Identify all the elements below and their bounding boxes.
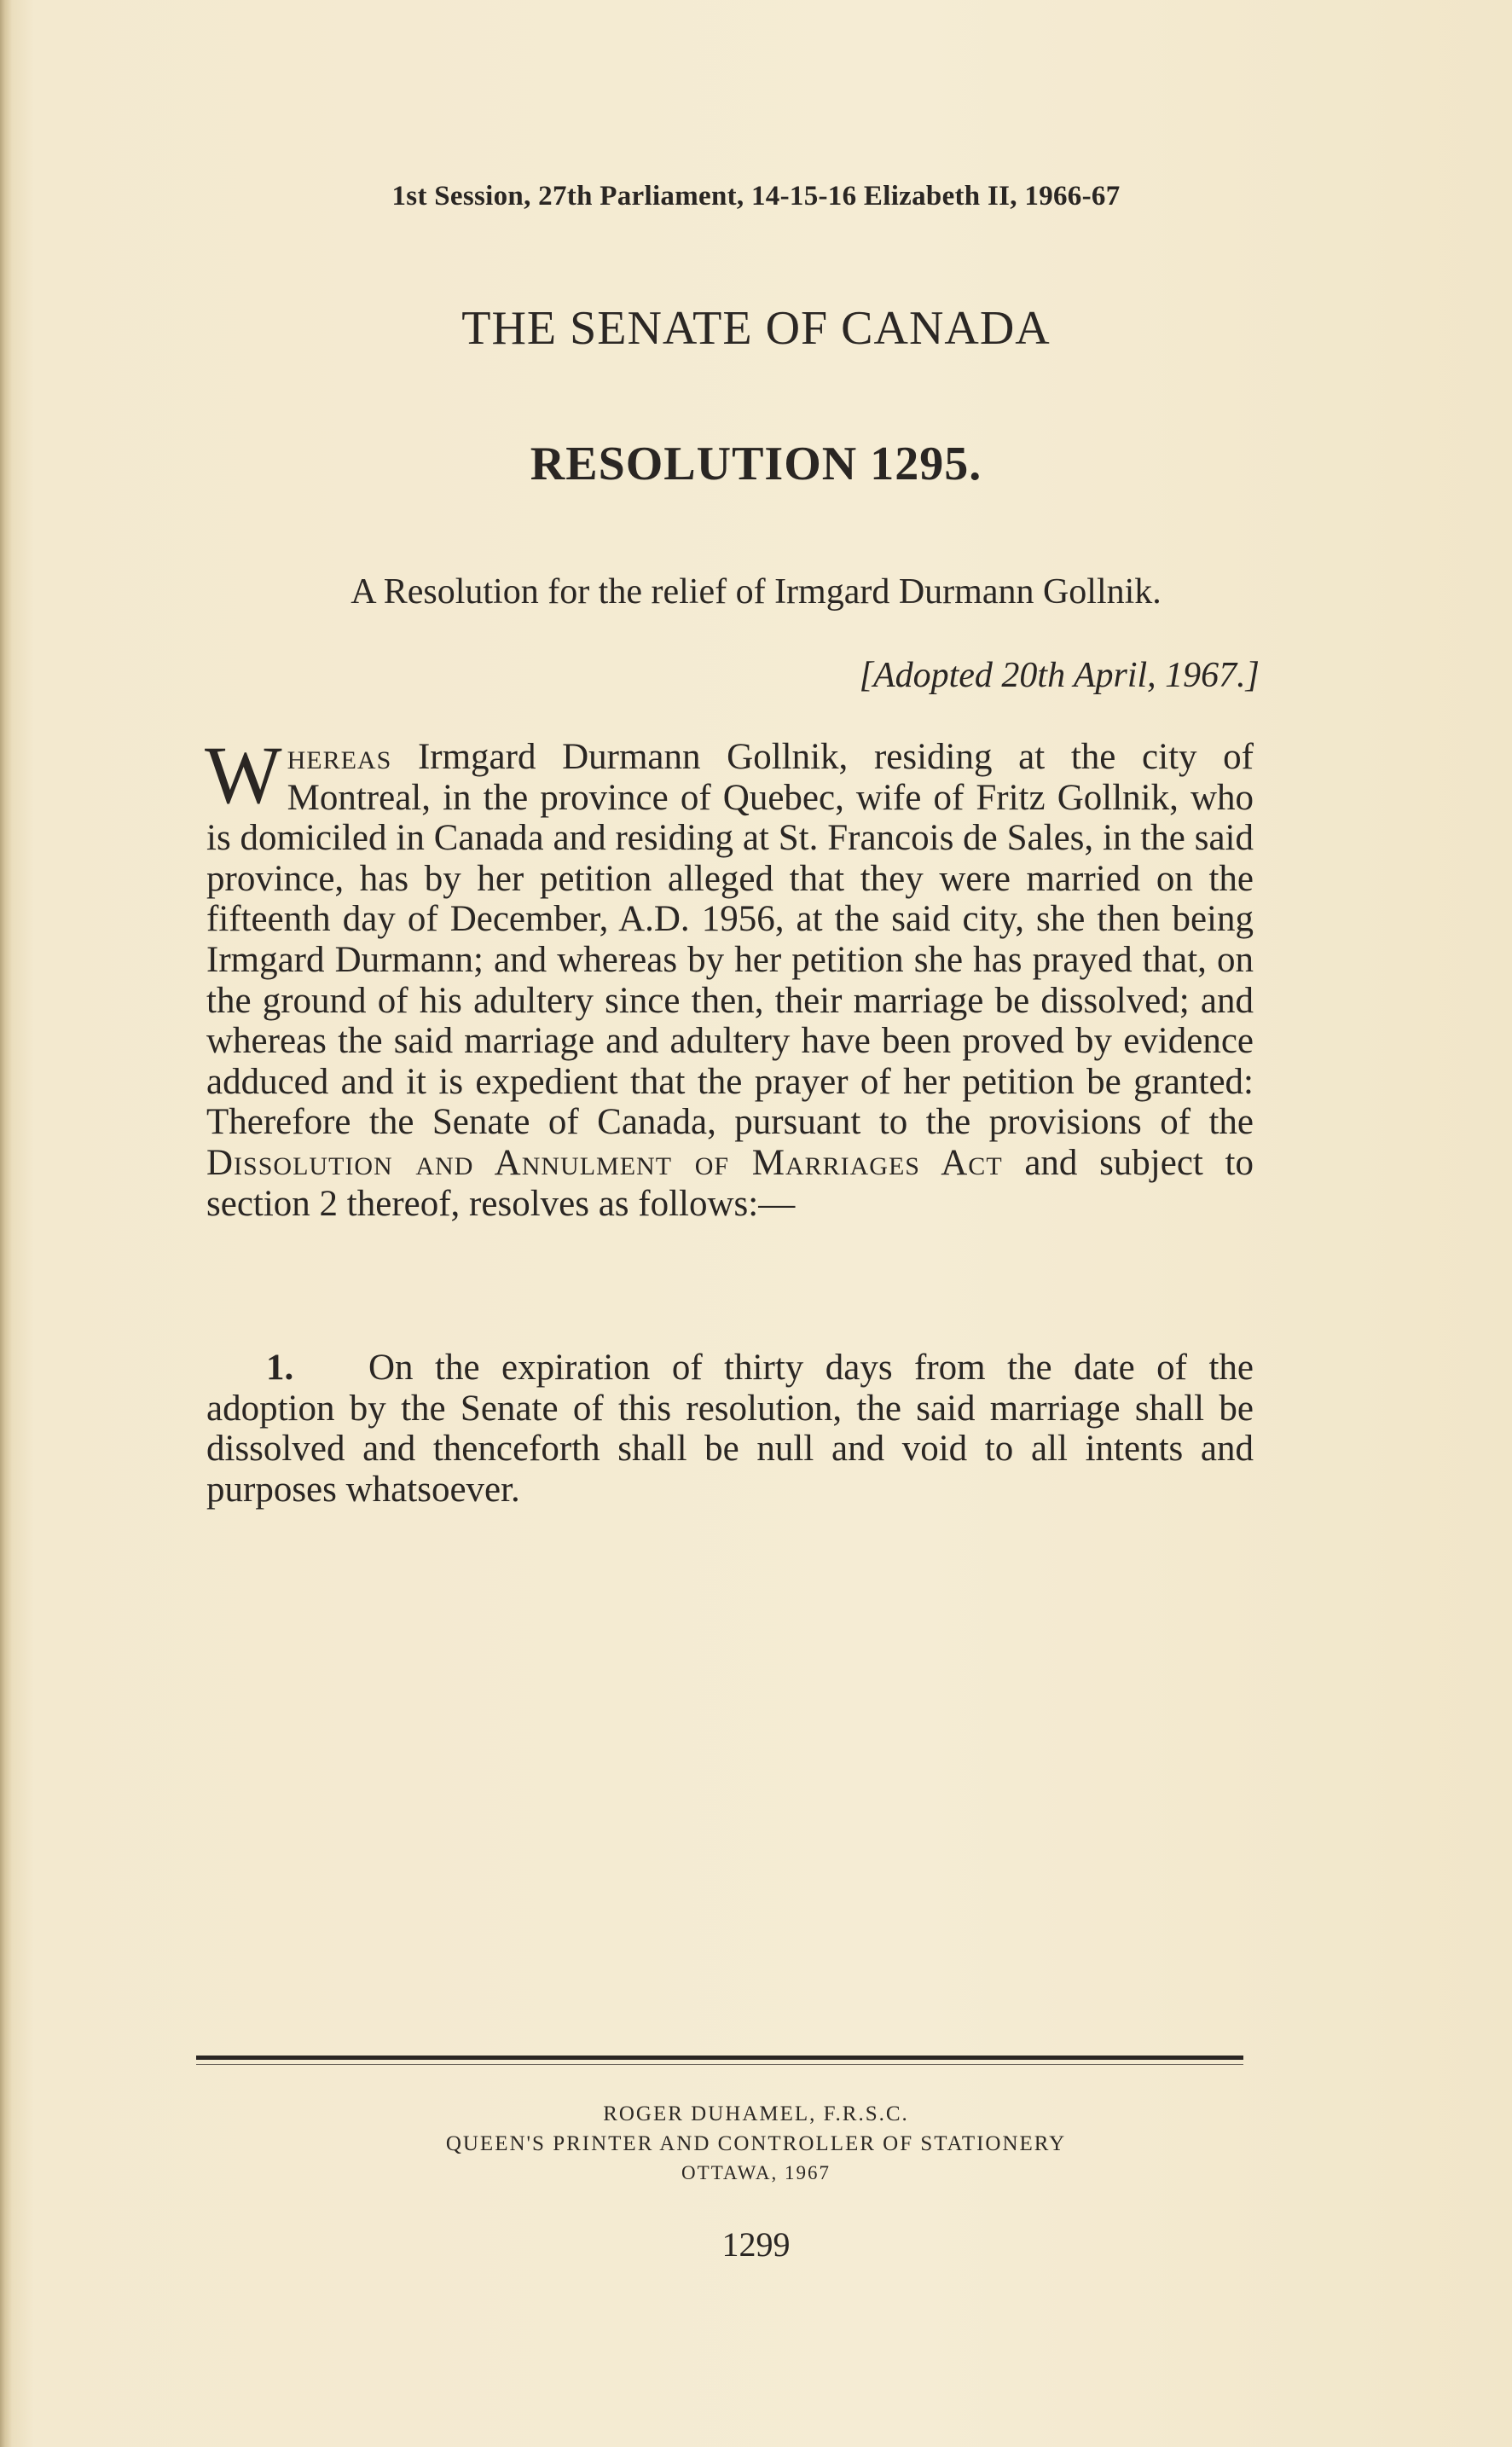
section-text: On the expiration of thirty days from the date of the adoption by the Senate of this resolution, the said marriage shall be dissolved and thenceforth shall be null and void to all intents and purposes whatsoever. — [206, 1348, 1254, 1510]
section-1 — [206, 1348, 1254, 1510]
printer-title: QUEEN'S PRINTER AND CONTROLLER OF STATIONERY — [445, 2132, 1067, 2155]
resolution-title: RESOLUTION 1295. — [530, 438, 982, 490]
preamble-text-1: Irmgard Durmann Gollnik, residing at the city of Montreal, in the province of Quebec, wife of Fritz Gollnik, who is domiciled in Canada and residing at St. Francois de Sales, in the said province, has by her petition alleged that they were married on the fifteenth day of December, A.D. 1956, at the said city, she then being Irmgard Durmann; and whereas by her petition she has prayed that, on the ground of his adultery since then, their marriage be dissolved; and whereas the said marriage and adultery have been proved by evidence adduced and it is expedient that the prayer of her petition be granted: Therefore the Senate of Canada, pursuant to the provisions of the — [206, 737, 1254, 1143]
section-number: 1. — [266, 1348, 294, 1388]
adopted-date: [Adopted 20th April, 1967.] — [859, 656, 1260, 695]
resolution-subtitle: A Resolution for the relief of Irmgard Durmann Gollnik. — [350, 572, 1162, 612]
senate-title: THE SENATE OF CANADA — [461, 302, 1051, 355]
drop-cap: W — [205, 729, 282, 820]
printer-place: OTTAWA, 1967 — [681, 2162, 831, 2183]
page-edge — [0, 0, 12, 2447]
preamble-lead: hereas — [287, 737, 392, 777]
preamble — [205, 729, 1254, 1224]
page-number: 1299 — [721, 2225, 791, 2264]
act-name: Dissolution and Annulment of Marriages Act — [206, 1142, 1003, 1183]
preamble-text-2: and subject to section 2 thereof, resolves as follows:— — [206, 1142, 1254, 1224]
footer-rule — [196, 2056, 1243, 2060]
footer-rule-thin — [196, 2064, 1243, 2065]
printer-name: ROGER DUHAMEL, F.R.S.C. — [603, 2102, 909, 2125]
session-line: 1st Session, 27th Parliament, 14-15-16 Elizabeth II, 1966-67 — [391, 181, 1121, 212]
